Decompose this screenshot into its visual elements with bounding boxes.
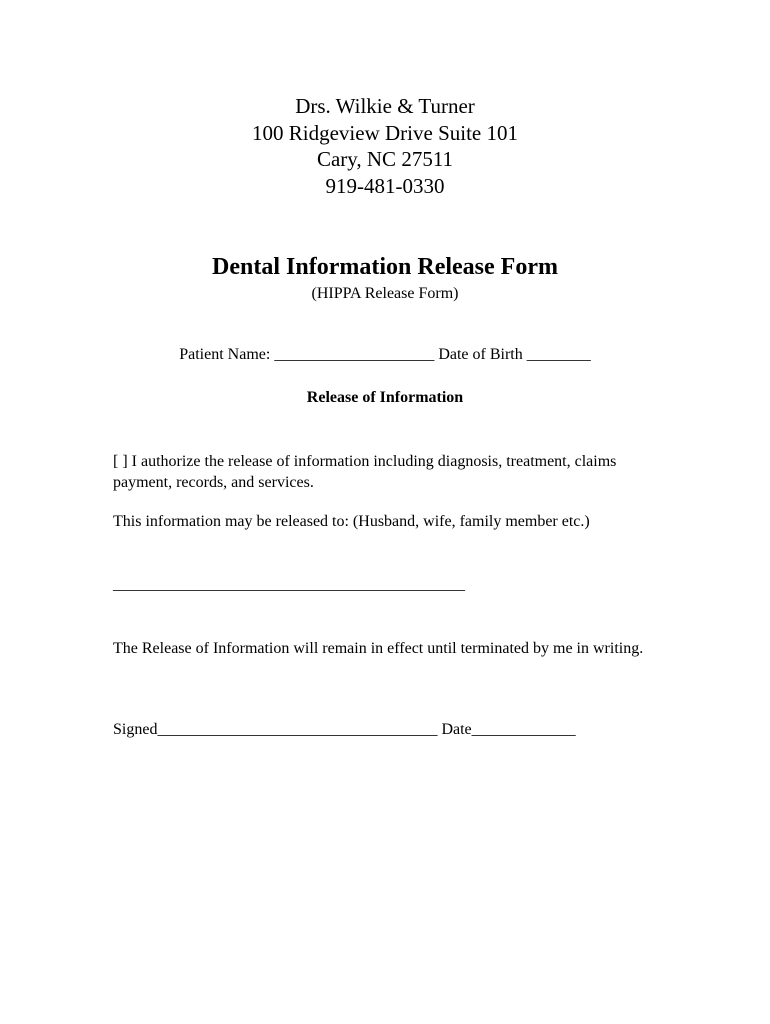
- form-subtitle: (HIPPA Release Form): [311, 285, 459, 302]
- section-heading: Release of Information: [306, 389, 464, 406]
- effect-paragraph: The Release of Information will remain in effect until terminated by me in writing.: [113, 640, 644, 657]
- authorize-paragraph: [ ] I authorize the release of information including diagnosis, treatment, claims payment, records, and services.: [113, 453, 617, 491]
- practice-city-state-zip: Cary, NC 27511: [316, 147, 454, 171]
- signature-date-line: Signed___________________________________ Date_____________: [113, 721, 576, 738]
- form-title: Dental Information Release Form: [212, 254, 558, 280]
- released-to-paragraph: This information may be released to: (Husband, wife, family member etc.): [113, 513, 590, 530]
- practice-header: [0, 93, 770, 199]
- patient-name-dob-line: Patient Name: ____________________ Date of Birth ________: [179, 346, 591, 363]
- practice-phone: 919-481-0330: [325, 173, 445, 198]
- released-to-blank-line: ____________________________________________: [113, 576, 465, 593]
- practice-name: Drs. Wilkie & Turner: [295, 94, 475, 118]
- practice-address: 100 Ridgeview Drive Suite 101: [252, 120, 518, 145]
